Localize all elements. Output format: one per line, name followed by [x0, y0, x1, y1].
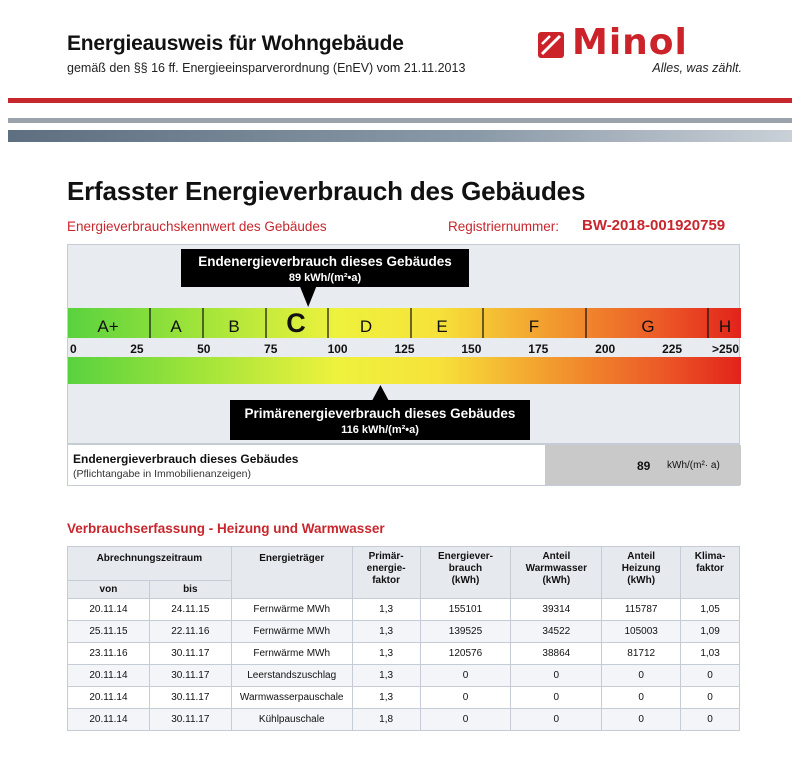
end-energy-value-box	[545, 445, 741, 485]
table-cell: 24.11.15	[149, 599, 231, 621]
table-cell: 20.11.14	[68, 687, 150, 709]
tick-label: 50	[197, 342, 211, 356]
table-cell: 105003	[602, 621, 681, 643]
kennwert-label: Energieverbrauchskennwert des Gebäudes	[67, 219, 327, 234]
class-label-a: A	[170, 317, 182, 336]
table-cell: 0	[602, 665, 681, 687]
class-label-d: D	[359, 317, 373, 336]
table-cell: 0	[681, 665, 740, 687]
col-to: bis	[149, 581, 231, 599]
tick-label: 100	[327, 342, 348, 356]
tick-label: 125	[394, 342, 415, 356]
table-cell: 20.11.14	[68, 665, 150, 687]
end-energy-callout-value: 89 kWh/(m²•a)	[288, 272, 362, 284]
table-row	[68, 687, 740, 709]
end-energy-unit: kWh/(m²· a)	[667, 460, 720, 471]
col-climate: Klima- faktor	[681, 547, 740, 599]
tick-label: 175	[528, 342, 549, 356]
table-cell: Fernwärme MWh	[231, 621, 352, 643]
col-carrier: Energieträger	[231, 547, 352, 599]
section-title: Erfasster Energieverbrauch des Gebäudes	[67, 176, 586, 206]
tick-label: >250	[711, 342, 739, 356]
end-energy-summary-note: (Pflichtangabe in Immobilienanzeigen)	[73, 468, 252, 480]
table-cell: 0	[602, 709, 681, 731]
tick-label: 75	[264, 342, 278, 356]
table-cell: Kühlpauschale	[231, 709, 352, 731]
consumption-table	[67, 546, 740, 731]
logo-wordmark: Minol	[572, 22, 688, 63]
primary-energy-callout-value: 116 kWh/(m²•a)	[341, 424, 419, 436]
end-energy-summary-label: Endenergieverbrauch dieses Gebäudes	[73, 452, 299, 466]
table-cell: 1,03	[681, 643, 740, 665]
table-row	[68, 665, 740, 687]
table-cell: 81712	[602, 643, 681, 665]
table-cell: 0	[511, 665, 602, 687]
table-cell: 1,3	[352, 599, 420, 621]
table-cell: 1,3	[352, 643, 420, 665]
header-stripe-grey	[8, 118, 792, 123]
end-energy-callout-title: Endenergieverbrauch dieses Gebäudes	[198, 254, 452, 269]
table-cell: 30.11.17	[149, 643, 231, 665]
table-cell: 30.11.17	[149, 665, 231, 687]
tick-label: 150	[461, 342, 482, 356]
table-cell: 39314	[511, 599, 602, 621]
table-cell: 0	[681, 709, 740, 731]
col-hot-water: Anteil Warmwasser (kWh)	[511, 547, 602, 599]
table-row	[68, 599, 740, 621]
table-cell: 0	[420, 709, 511, 731]
table-cell: 30.11.17	[149, 709, 231, 731]
table-cell: Leerstandszuschlag	[231, 665, 352, 687]
registry-label: Registriernummer:	[448, 219, 560, 234]
document-title: Energieausweis für Wohngebäude	[67, 32, 404, 55]
logo-slogan: Alles, was zählt.	[652, 61, 742, 75]
col-primary-factor: Primär- energie- faktor	[352, 547, 420, 599]
table-cell: Fernwärme MWh	[231, 599, 352, 621]
tick-label: 0	[70, 342, 77, 356]
class-label-g: G	[641, 317, 655, 336]
table-cell: Fernwärme MWh	[231, 643, 352, 665]
table-cell: 25.11.15	[68, 621, 150, 643]
consumption-title: Verbrauchserfassung - Heizung und Warmwasser	[67, 521, 385, 536]
table-row	[68, 643, 740, 665]
class-label-aplus: A+	[97, 317, 119, 336]
table-cell: 120576	[420, 643, 511, 665]
table-cell: 0	[511, 709, 602, 731]
tick-label: 25	[130, 342, 144, 356]
table-cell: 0	[420, 687, 511, 709]
table-cell: 23.11.16	[68, 643, 150, 665]
document-subtitle: gemäß den §§ 16 ff. Energieeinsparverordnung (EnEV) vom 21.11.2013	[67, 61, 466, 75]
table-cell: 115787	[602, 599, 681, 621]
class-label-b: B	[228, 317, 240, 336]
table-cell: 0	[511, 687, 602, 709]
table-cell: 30.11.17	[149, 687, 231, 709]
col-consumption: Energiever- brauch (kWh)	[420, 547, 511, 599]
table-row	[68, 621, 740, 643]
primary-energy-callout-title: Primärenergieverbrauch dieses Gebäudes	[244, 406, 516, 421]
end-energy-value: 89	[637, 459, 651, 473]
table-cell: 38864	[511, 643, 602, 665]
end-energy-callout	[181, 249, 469, 287]
tick-label: 225	[662, 342, 683, 356]
table-row	[68, 709, 740, 731]
table-cell: 22.11.16	[149, 621, 231, 643]
table-cell: 0	[602, 687, 681, 709]
energy-scale	[67, 244, 740, 444]
col-heating: Anteil Heizung (kWh)	[602, 547, 681, 599]
table-cell: 1,3	[352, 665, 420, 687]
class-label-h: H	[718, 317, 732, 336]
col-from: von	[68, 581, 150, 599]
table-cell: 1,3	[352, 621, 420, 643]
col-period: Abrechnungszeitraum	[68, 547, 232, 581]
table-cell: 20.11.14	[68, 709, 150, 731]
table-cell: 1,3	[352, 687, 420, 709]
end-energy-pointer-icon	[300, 287, 316, 307]
table-cell: 20.11.14	[68, 599, 150, 621]
primary-energy-callout	[230, 400, 530, 440]
table-cell: 155101	[420, 599, 511, 621]
class-label-f: F	[528, 317, 540, 336]
primary-energy-pointer-icon	[372, 385, 388, 400]
table-cell: 139525	[420, 621, 511, 643]
primary-bar	[68, 357, 741, 384]
table-cell: 0	[681, 687, 740, 709]
table-cell: 1,05	[681, 599, 740, 621]
class-label-e: E	[436, 317, 448, 336]
table-cell: 0	[420, 665, 511, 687]
tick-label: 200	[595, 342, 616, 356]
header-stripe-dark	[8, 130, 792, 142]
header-stripe-red	[8, 98, 792, 103]
table-cell: 1,09	[681, 621, 740, 643]
table-cell: 1,8	[352, 709, 420, 731]
class-bar	[68, 308, 741, 338]
table-cell: Warmwasserpauschale	[231, 687, 352, 709]
class-label-c: C	[286, 308, 306, 338]
end-energy-summary	[67, 444, 740, 486]
registry-number: BW-2018-001920759	[582, 217, 726, 234]
table-cell: 34522	[511, 621, 602, 643]
